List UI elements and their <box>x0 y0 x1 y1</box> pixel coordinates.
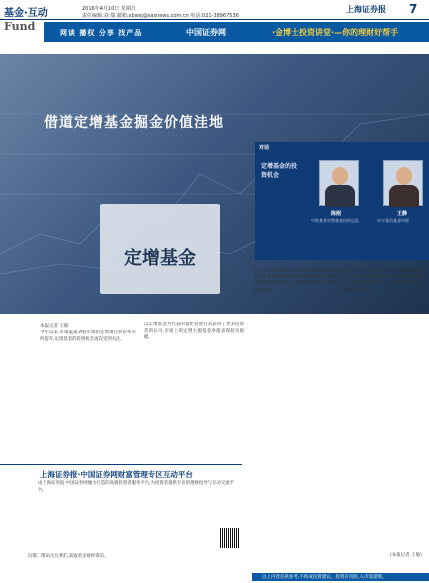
editor-line <box>82 12 239 19</box>
banner-brand: 中国证券网 <box>186 28 226 37</box>
paper-logo: 上海证券报 <box>346 4 386 14</box>
guest2-name: 王静 <box>397 211 408 217</box>
promo-banner[interactable] <box>44 22 429 42</box>
qr-code-icon[interactable] <box>220 528 240 548</box>
interview-sidebar <box>255 142 429 260</box>
svg-text:定增基金: 定增基金 <box>124 248 196 269</box>
promo-title: 上海证券报·中国证券网财富管理专区互动平台 <box>40 470 193 479</box>
editor-name: 责任编辑:刘 瑞 <box>82 13 116 19</box>
page-number: 7 <box>409 2 418 16</box>
promo-text: 由上海证券报·中国证券网倾力打造的高端投资者服务平台,为投资者提供专业的理财指导与互动交流平台。 <box>38 481 234 493</box>
article-title: 借道定增基金掘金价值洼地 <box>44 115 224 131</box>
guest1-name: 陈刚 <box>331 211 342 217</box>
header-rule <box>0 19 429 20</box>
guest2-photo <box>383 160 423 206</box>
interview-column-1: 问:当前市场环境下,定增基金有哪些投资机会?答:随着市场估值回归合理区间,定增项目的折价率有所扩大,为定增基金带来了较好的安全边际。 <box>254 268 340 293</box>
guest2-title: 申万菱信基金经理 <box>377 218 409 223</box>
interview-column-2: 问:当前市场环境下,定增基金有哪些投资机会?答:随着市场估值回归合理区间,定增项目的折价率有所扩大,为定增基金带来了较好的安全边际。 <box>345 268 427 293</box>
footer-text: 以上内容仅供参考,不构成投资建议。投资有风险,入市需谨慎。 <box>262 575 387 580</box>
sidebar-heading: 定增基金的投资机会 <box>261 163 298 179</box>
date-line: 2016年4月10日 星期日 <box>82 6 136 12</box>
guest1-photo <box>319 160 359 206</box>
banner-tagline: ·金博士投资讲堂·—你的理财好帮手 <box>272 28 399 37</box>
contact-line: 电话:021-38967536 <box>190 13 239 19</box>
promo-footer: 扫描二维码关注我们,获取更多财经资讯。 <box>28 554 109 559</box>
email-line: 邮箱:xbwsj@sasnews.com.cn <box>116 13 189 19</box>
banner-slogan: 网谈 播权 分享 找产品 <box>60 29 143 37</box>
interview-byline: (本报记者 王敏) <box>390 553 422 558</box>
section-title-en: Fund <box>4 20 36 33</box>
article-column-left: 今年以来,市场震荡,A股市场的定增项目折价率有所提升,定增基金的投资机会再次受到关注。 <box>40 330 136 342</box>
guest1-title: 中欧基金定增基金投资总监 <box>311 218 359 223</box>
article-byline: 本报记者 王敏 <box>40 324 69 329</box>
sidebar-tag: 对话 <box>259 145 270 151</box>
footer-bar <box>252 573 429 581</box>
section-title: 基金·互动 <box>4 8 48 19</box>
article-column-mid: 以定增基金为代表的量化投资方式获得了更多投资者的认可,市场上的定增主题基金净值表现较为稳健。 <box>144 322 244 341</box>
